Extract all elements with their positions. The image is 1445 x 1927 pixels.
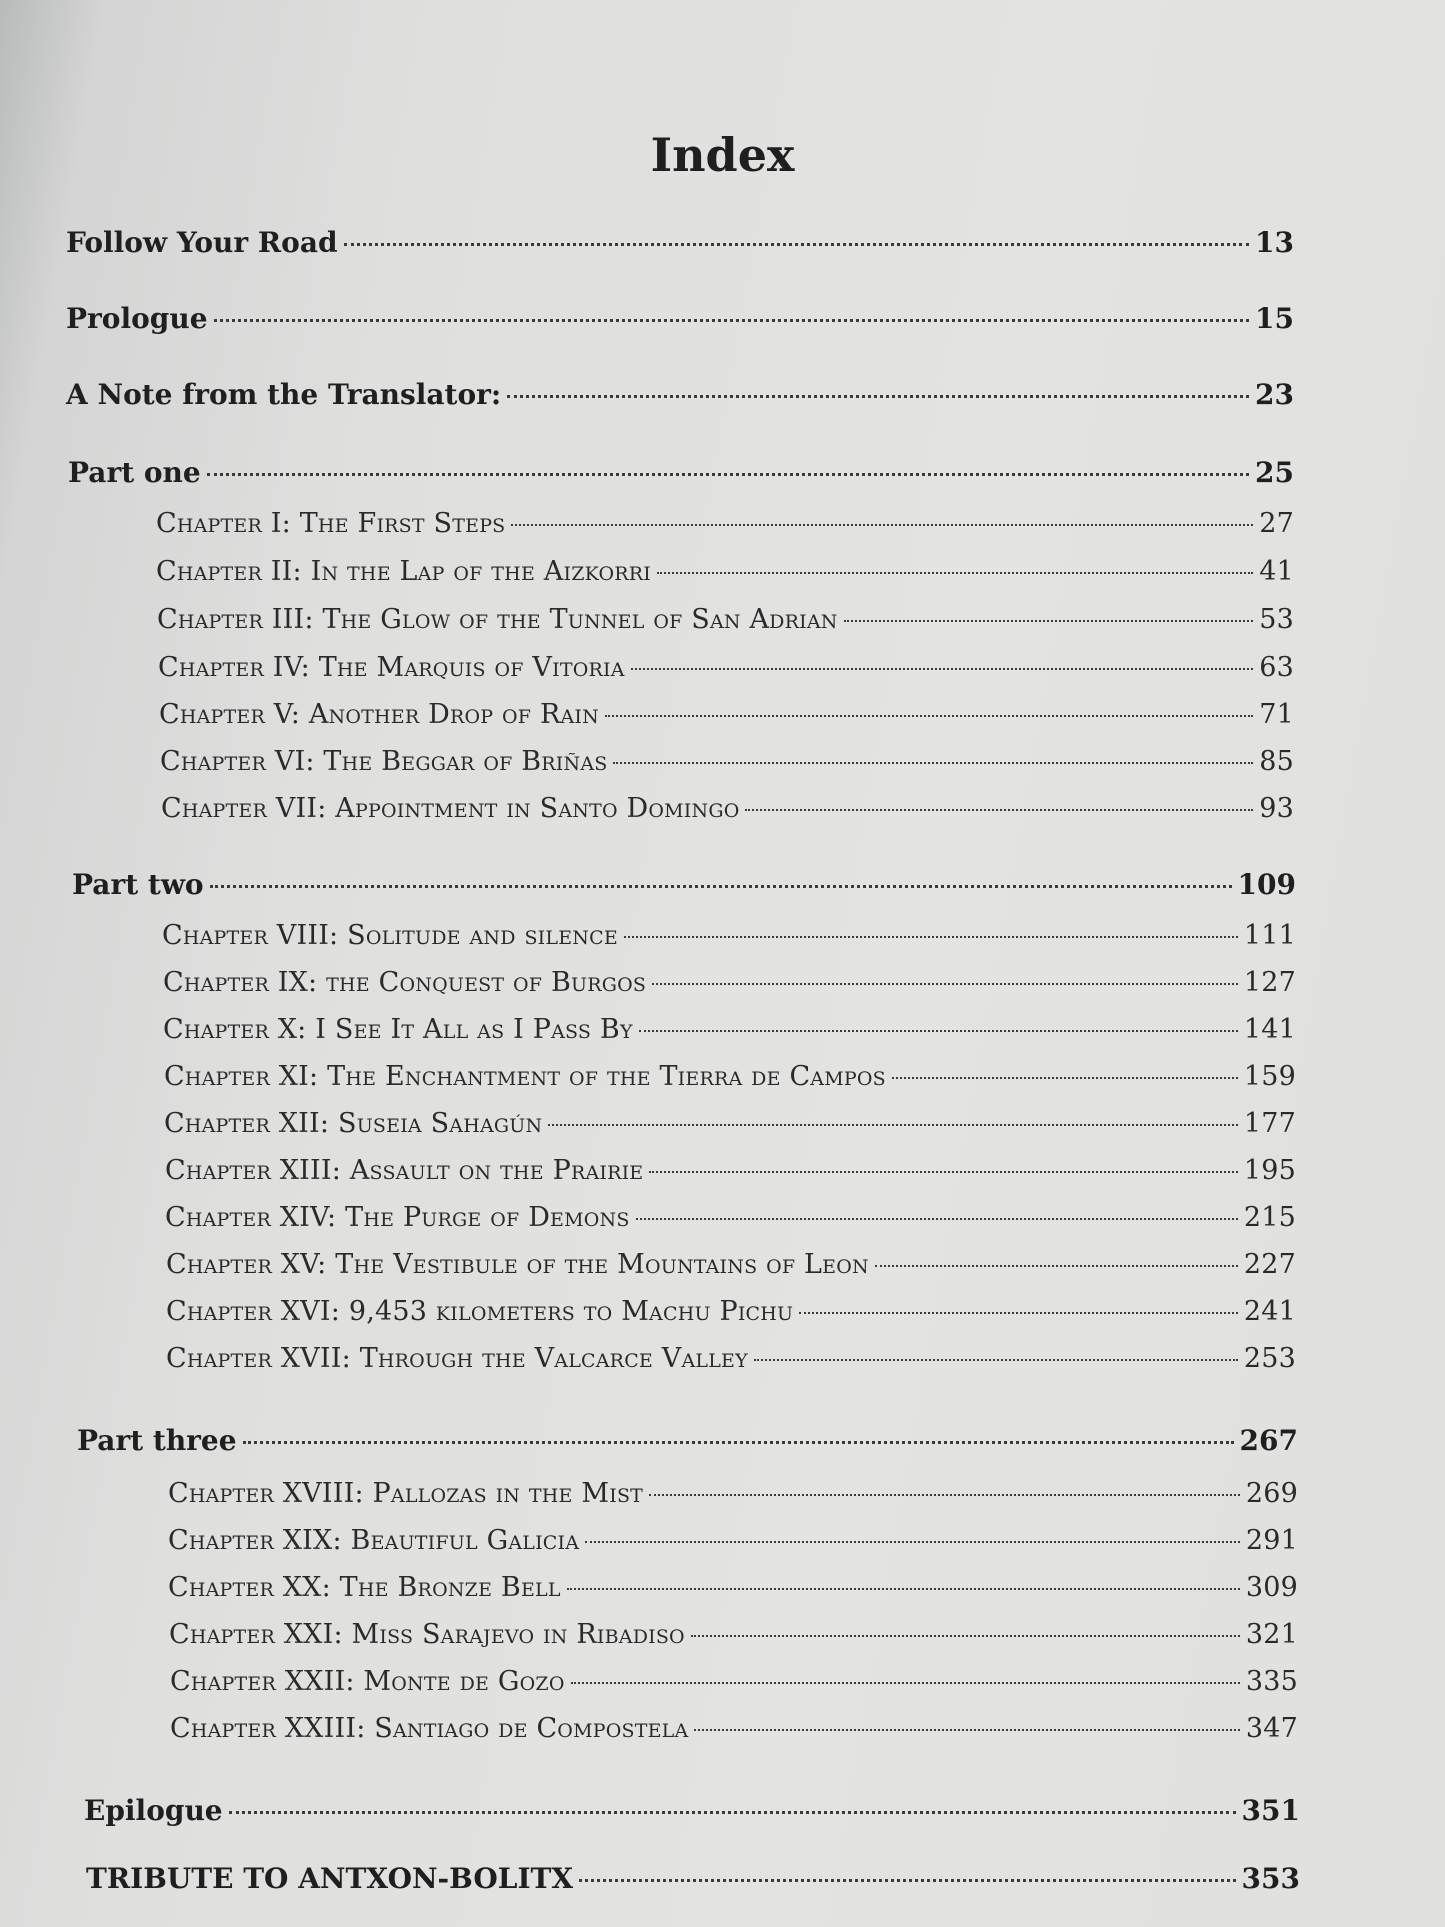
dot-leader <box>639 1030 1238 1032</box>
dot-leader <box>649 1494 1240 1496</box>
toc-chapter <box>170 1713 1298 1744</box>
dot-leader <box>624 936 1238 938</box>
entry-label: Chapter XXII: Monte de Gozo <box>170 1666 565 1697</box>
entry-label: Chapter III: The Glow of the Tunnel of San Adrian <box>157 604 838 635</box>
dot-leader <box>214 319 1249 322</box>
page-title: Index <box>650 128 795 182</box>
dot-leader <box>649 1171 1237 1173</box>
entry-page-number: 195 <box>1243 1155 1296 1186</box>
toc-chapter <box>166 1343 1296 1374</box>
dot-leader <box>694 1729 1239 1731</box>
entry-label: Chapter XX: The Bronze Bell <box>168 1572 561 1603</box>
toc-chapter <box>164 1108 1296 1139</box>
entry-label: Chapter XI: The Enchantment of the Tierra de Campos <box>164 1061 886 1092</box>
entry-label: Chapter XVII: Through the Valcarce Valley <box>166 1343 748 1374</box>
toc-chapter <box>158 652 1294 683</box>
entry-label: Chapter I: The First Steps <box>156 508 506 539</box>
entry-page-number: 141 <box>1243 1014 1296 1045</box>
toc-chapter <box>168 1572 1298 1603</box>
toc-chapter <box>165 1155 1296 1186</box>
entry-label: Chapter XVIII: Pallozas in the Mist <box>168 1478 644 1509</box>
entry-page-number: 111 <box>1243 920 1296 951</box>
toc-chapter <box>157 604 1294 635</box>
toc-entry <box>66 378 1294 411</box>
dot-leader <box>571 1682 1240 1684</box>
entry-label: Chapter VIII: Solitude and silence <box>162 920 618 951</box>
entry-label: Chapter X: I See It All as I Pass By <box>163 1014 633 1045</box>
entry-page-number: 63 <box>1259 652 1294 683</box>
dot-leader <box>636 1218 1238 1220</box>
entry-label: Chapter IX: the Conquest of Burgos <box>163 967 647 998</box>
dot-leader <box>657 572 1253 574</box>
dot-leader <box>844 620 1254 622</box>
dot-leader <box>799 1312 1238 1314</box>
toc-chapter <box>156 556 1294 587</box>
entry-page-number: 71 <box>1259 699 1294 730</box>
entry-page-number: 347 <box>1245 1713 1298 1744</box>
entry-label: Part three <box>77 1424 237 1457</box>
entry-page-number: 241 <box>1243 1296 1296 1327</box>
toc-chapter <box>166 1249 1296 1280</box>
toc-chapter <box>163 967 1296 998</box>
toc-chapter <box>165 1202 1296 1233</box>
entry-label: Chapter XIV: The Purge of Demons <box>165 1202 630 1233</box>
toc-chapter <box>160 746 1294 777</box>
entry-page-number: 269 <box>1245 1478 1298 1509</box>
entry-page-number: 177 <box>1243 1108 1296 1139</box>
entry-page-number: 353 <box>1241 1862 1300 1895</box>
toc-chapter <box>156 508 1294 539</box>
entry-page-number: 93 <box>1259 793 1294 824</box>
entry-page-number: 25 <box>1255 456 1294 489</box>
entry-page-number: 267 <box>1239 1424 1298 1457</box>
toc-chapter <box>159 699 1294 730</box>
entry-page-number: 23 <box>1255 378 1294 411</box>
entry-label: Chapter XII: Suseia Sahagún <box>164 1108 543 1139</box>
dot-leader <box>344 243 1249 246</box>
entry-page-number: 253 <box>1243 1343 1296 1374</box>
toc-chapter <box>169 1619 1298 1650</box>
entry-label: Chapter XV: The Vestibule of the Mountains of Leon <box>166 1249 869 1280</box>
entry-page-number: 85 <box>1259 746 1294 777</box>
dot-leader <box>579 1879 1235 1882</box>
toc-part-heading <box>77 1424 1298 1457</box>
entry-page-number: 127 <box>1243 967 1296 998</box>
entry-label: Prologue <box>66 302 208 335</box>
entry-label: Chapter XIII: Assault on the Prairie <box>165 1155 644 1186</box>
entry-page-number: 27 <box>1259 508 1294 539</box>
toc-entry <box>86 1862 1300 1895</box>
dot-leader <box>754 1359 1238 1361</box>
entry-page-number: 227 <box>1243 1249 1296 1280</box>
toc-chapter <box>163 1014 1296 1045</box>
entry-page-number: 109 <box>1237 868 1296 901</box>
toc-part-heading <box>68 456 1294 489</box>
dot-leader <box>605 715 1253 717</box>
entry-page-number: 215 <box>1243 1202 1296 1233</box>
entry-label: Chapter VI: The Beggar of Briñas <box>160 746 608 777</box>
entry-page-number: 53 <box>1259 604 1294 635</box>
entry-label: TRIBUTE TO ANTXON-BOLITX <box>86 1862 574 1895</box>
dot-leader <box>567 1588 1240 1590</box>
dot-leader <box>207 473 1249 476</box>
toc-chapter <box>170 1666 1298 1697</box>
dot-leader <box>511 524 1253 526</box>
toc-chapter <box>164 1061 1296 1092</box>
dot-leader <box>548 1124 1238 1126</box>
entry-label: Chapter IV: The Marquis of Vitoria <box>158 652 625 683</box>
entry-label: Chapter XVI: 9,453 kilometers to Machu Pichu <box>166 1296 794 1327</box>
entry-page-number: 15 <box>1255 302 1294 335</box>
toc-chapter <box>162 920 1296 951</box>
dot-leader <box>875 1265 1238 1267</box>
entry-label: Epilogue <box>84 1794 223 1827</box>
entry-page-number: 291 <box>1245 1525 1298 1556</box>
toc-entry <box>66 302 1294 335</box>
entry-label: Part two <box>72 868 204 901</box>
dot-leader <box>243 1441 1234 1444</box>
entry-page-number: 321 <box>1245 1619 1298 1650</box>
dot-leader <box>507 395 1249 398</box>
entry-page-number: 351 <box>1241 1794 1300 1827</box>
dot-leader <box>745 809 1253 811</box>
toc-entry <box>84 1794 1300 1827</box>
toc-chapter <box>168 1525 1298 1556</box>
entry-label: Chapter XIX: Beautiful Galicia <box>168 1525 580 1556</box>
entry-label: Part one <box>68 456 201 489</box>
entry-label: Chapter II: In the Lap of the Aizkorri <box>156 556 651 587</box>
toc-chapter <box>161 793 1294 824</box>
entry-label: Chapter VII: Appointment in Santo Domingo <box>161 793 740 824</box>
entry-page-number: 335 <box>1245 1666 1298 1697</box>
dot-leader <box>691 1635 1240 1637</box>
dot-leader <box>892 1077 1238 1079</box>
entry-label: A Note from the Translator: <box>66 378 502 411</box>
dot-leader <box>229 1811 1236 1814</box>
entry-page-number: 309 <box>1245 1572 1298 1603</box>
entry-page-number: 41 <box>1259 556 1294 587</box>
dot-leader <box>210 885 1232 888</box>
entry-label: Chapter V: Another Drop of Rain <box>159 699 599 730</box>
dot-leader <box>585 1541 1240 1543</box>
toc-entry <box>66 226 1294 259</box>
dot-leader <box>652 983 1238 985</box>
dot-leader <box>631 668 1254 670</box>
toc-part-heading <box>72 868 1296 901</box>
dot-leader <box>613 762 1253 764</box>
entry-label: Chapter XXIII: Santiago de Compostela <box>170 1713 689 1744</box>
toc-chapter <box>168 1478 1298 1509</box>
entry-page-number: 159 <box>1243 1061 1296 1092</box>
entry-page-number: 13 <box>1255 226 1294 259</box>
entry-label: Chapter XXI: Miss Sarajevo in Ribadiso <box>169 1619 685 1650</box>
entry-label: Follow Your Road <box>66 226 338 259</box>
toc-chapter <box>166 1296 1296 1327</box>
